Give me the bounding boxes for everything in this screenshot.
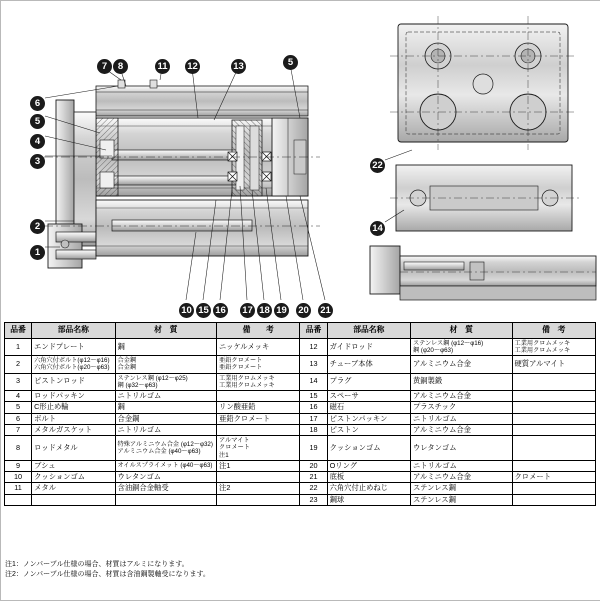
cell-name-right: クッションゴム (327, 436, 410, 460)
cell-no-right: 22 (300, 483, 327, 494)
cell-no-left: 1 (5, 339, 32, 356)
callout-13-10: 13 (231, 59, 246, 74)
callout-8-7: 8 (113, 59, 128, 74)
cell-remark-right: クロメート (512, 472, 595, 483)
table-row (5, 424, 596, 435)
cell-name-left: ボルト (32, 413, 115, 424)
cell-no-left: 3 (5, 373, 32, 390)
side-section-view (44, 64, 325, 300)
cell-name-left: ピストンロッド (32, 373, 115, 390)
th-name-left: 部品名称 (32, 323, 115, 339)
table-row (5, 390, 596, 401)
cell-no-left: 10 (5, 472, 32, 483)
cell-no-left (5, 494, 32, 505)
cell-name-right: 磁石 (327, 402, 410, 413)
cell-name-left: メタル (32, 483, 115, 494)
callout-15-13: 15 (196, 303, 211, 318)
cell-name-right: 底板 (327, 472, 410, 483)
table-row (5, 402, 596, 413)
cell-remark-right: 工業用クロムメッキ 工業用クロムメッキ (512, 339, 595, 356)
cell-no-left: 5 (5, 402, 32, 413)
cell-name-left (32, 494, 115, 505)
cell-remark-right (512, 413, 595, 424)
cell-no-right: 18 (300, 424, 327, 435)
callout-18-16: 18 (257, 303, 272, 318)
cell-material-left: ステンレス鋼 (φ12～φ25) 鋼 (φ32～φ63) (115, 373, 217, 390)
cell-remark-left (217, 494, 300, 505)
cell-no-right: 19 (300, 436, 327, 460)
cell-material-left: ウレタンゴム (115, 472, 217, 483)
callout-4-3: 4 (30, 134, 45, 149)
cell-material-left: 鋼 (115, 402, 217, 413)
cell-material-right: アルミニウム合金 (411, 472, 513, 483)
cell-no-right: 17 (300, 413, 327, 424)
cell-material-right: ステンレス鋼 (φ12～φ16) 鋼 (φ20～φ63) (411, 339, 513, 356)
cell-material-right: アルミニウム合金 (411, 356, 513, 373)
cell-no-left: 8 (5, 436, 32, 460)
cell-material-right: アルミニウム合金 (411, 424, 513, 435)
callout-6-5: 6 (30, 96, 45, 111)
callout-21-19: 21 (318, 303, 333, 318)
cell-name-right: ピストン (327, 424, 410, 435)
table-row (5, 494, 596, 505)
cell-material-right: ニトリルゴム (411, 413, 513, 424)
table-row (5, 373, 596, 390)
parts-table (4, 322, 596, 506)
cell-material-right: アルミニウム合金 (411, 390, 513, 401)
cell-remark-left (217, 424, 300, 435)
cell-remark-left: 亜鉛クロメート 亜鉛クロメート (217, 356, 300, 373)
th-name-right: 部品名称 (327, 323, 410, 339)
cell-material-right: ニトリルゴム (411, 460, 513, 471)
cell-name-right: チューブ本体 (327, 356, 410, 373)
cell-no-right: 16 (300, 402, 327, 413)
cell-name-left: ロッドパッキン (32, 390, 115, 401)
cell-no-left: 9 (5, 460, 32, 471)
cell-name-right: ガイドロッド (327, 339, 410, 356)
cell-name-left: ブシュ (32, 460, 115, 471)
cell-remark-left: リン酸亜鉛 (217, 402, 300, 413)
cell-remark-right (512, 373, 595, 390)
cell-name-right: スペーサ (327, 390, 410, 401)
callout-16-14: 16 (213, 303, 228, 318)
cell-remark-right (512, 402, 595, 413)
table-row (5, 356, 596, 373)
cell-remark-right (512, 424, 595, 435)
cell-name-left: エンドプレート (32, 339, 115, 356)
th-material-right: 材 質 (411, 323, 513, 339)
cell-no-right: 14 (300, 373, 327, 390)
cell-no-right: 13 (300, 356, 327, 373)
cell-material-right: ステンレス鋼 (411, 483, 513, 494)
cell-remark-right: 硬質アルマイト (512, 356, 595, 373)
cell-name-right: ピストンパッキン (327, 413, 410, 424)
cell-material-left: 合金鋼 合金鋼 (115, 356, 217, 373)
cell-remark-right (512, 494, 595, 505)
callout-5-11: 5 (283, 55, 298, 70)
cell-name-right: Oリング (327, 460, 410, 471)
footnote-1: 注1：ノンパーブル仕様の場合、材質はアルミになります。 (5, 561, 189, 568)
callout-1-0: 1 (30, 245, 45, 260)
table-row (5, 436, 596, 460)
callout-2-1: 2 (30, 219, 45, 234)
plan-view (370, 165, 596, 300)
callout-5-4: 5 (30, 114, 45, 129)
cell-no-left: 6 (5, 413, 32, 424)
cell-no-right: 20 (300, 460, 327, 471)
callout-12-9: 12 (185, 59, 200, 74)
cell-material-right: 黄銅製鍛 (411, 373, 513, 390)
cell-no-left: 4 (5, 390, 32, 401)
cell-name-left: クッションゴム (32, 472, 115, 483)
callout-7-6: 7 (97, 59, 112, 74)
cell-name-right: 鋼球 (327, 494, 410, 505)
cell-no-right: 21 (300, 472, 327, 483)
table-row (5, 472, 596, 483)
end-view (385, 16, 576, 160)
cell-remark-right (512, 483, 595, 494)
cell-name-left: 六角穴付ボルト(φ12～φ16) 六角穴付ボルト(φ20～φ63) (32, 356, 115, 373)
cell-name-left: メタルガスケット (32, 424, 115, 435)
table-body (5, 339, 596, 506)
th-no-right: 品番 (300, 323, 327, 339)
cell-remark-left: 注1 (217, 460, 300, 471)
cell-name-left: ロッドメタル (32, 436, 115, 460)
th-remark-left: 備 考 (217, 323, 300, 339)
cell-name-left: C形止め輪 (32, 402, 115, 413)
cell-no-right: 23 (300, 494, 327, 505)
footnote-2: 注2：ノンパーブル仕様の場合、材質は含油鋼製軸受になります。 (5, 571, 210, 579)
table-row (5, 460, 596, 471)
cell-material-right: プラスチック (411, 402, 513, 413)
callout-10-12: 10 (179, 303, 194, 318)
cell-material-left: 特殊アルミニウム合金 (φ12～φ32) アルミニウム合金 (φ40～φ63) (115, 436, 217, 460)
table-header (5, 323, 596, 339)
th-material-left: 材 質 (115, 323, 217, 339)
cell-remark-right (512, 460, 595, 471)
cell-remark-left: アルマイト クロメート 注1 (217, 436, 300, 460)
th-remark-right: 備 考 (512, 323, 595, 339)
cell-material-left: 合金鋼 (115, 413, 217, 424)
table-row (5, 483, 596, 494)
cell-remark-left (217, 472, 300, 483)
cell-material-left: オイルスプライメット (φ40～φ63) (115, 460, 217, 471)
cell-remark-left (217, 390, 300, 401)
cell-no-right: 15 (300, 390, 327, 401)
callout-22-20: 22 (370, 158, 385, 173)
footnotes (5, 560, 210, 580)
cell-no-left: 7 (5, 424, 32, 435)
callout-17-15: 17 (240, 303, 255, 318)
callout-3-2: 3 (30, 154, 45, 169)
callout-20-18: 20 (296, 303, 311, 318)
cell-no-left: 2 (5, 356, 32, 373)
cell-material-left: ニトリルゴム (115, 390, 217, 401)
cell-no-left: 11 (5, 483, 32, 494)
cell-name-right: 六角穴付止めねじ (327, 483, 410, 494)
callout-19-17: 19 (274, 303, 289, 318)
cell-remark-left: 工業用クロムメッキ 工業用クロムメッキ (217, 373, 300, 390)
cell-name-right: プラグ (327, 373, 410, 390)
cell-material-left (115, 494, 217, 505)
cell-remark-left: ニッケルメッキ (217, 339, 300, 356)
cell-remark-right (512, 436, 595, 460)
cell-material-right: ウレタンゴム (411, 436, 513, 460)
th-no-left: 品番 (5, 323, 32, 339)
cell-no-right: 12 (300, 339, 327, 356)
table-row (5, 413, 596, 424)
cell-material-left: 鋼 (115, 339, 217, 356)
cell-material-left: 含油銅合金軸受 (115, 483, 217, 494)
cell-remark-right (512, 390, 595, 401)
cell-remark-left: 亜鉛クロメート (217, 413, 300, 424)
cell-remark-left: 注2 (217, 483, 300, 494)
callout-14-21: 14 (370, 221, 385, 236)
table-row (5, 339, 596, 356)
cell-material-left: ニトリルゴム (115, 424, 217, 435)
cell-material-right: ステンレス鋼 (411, 494, 513, 505)
callout-11-8: 11 (155, 59, 170, 74)
